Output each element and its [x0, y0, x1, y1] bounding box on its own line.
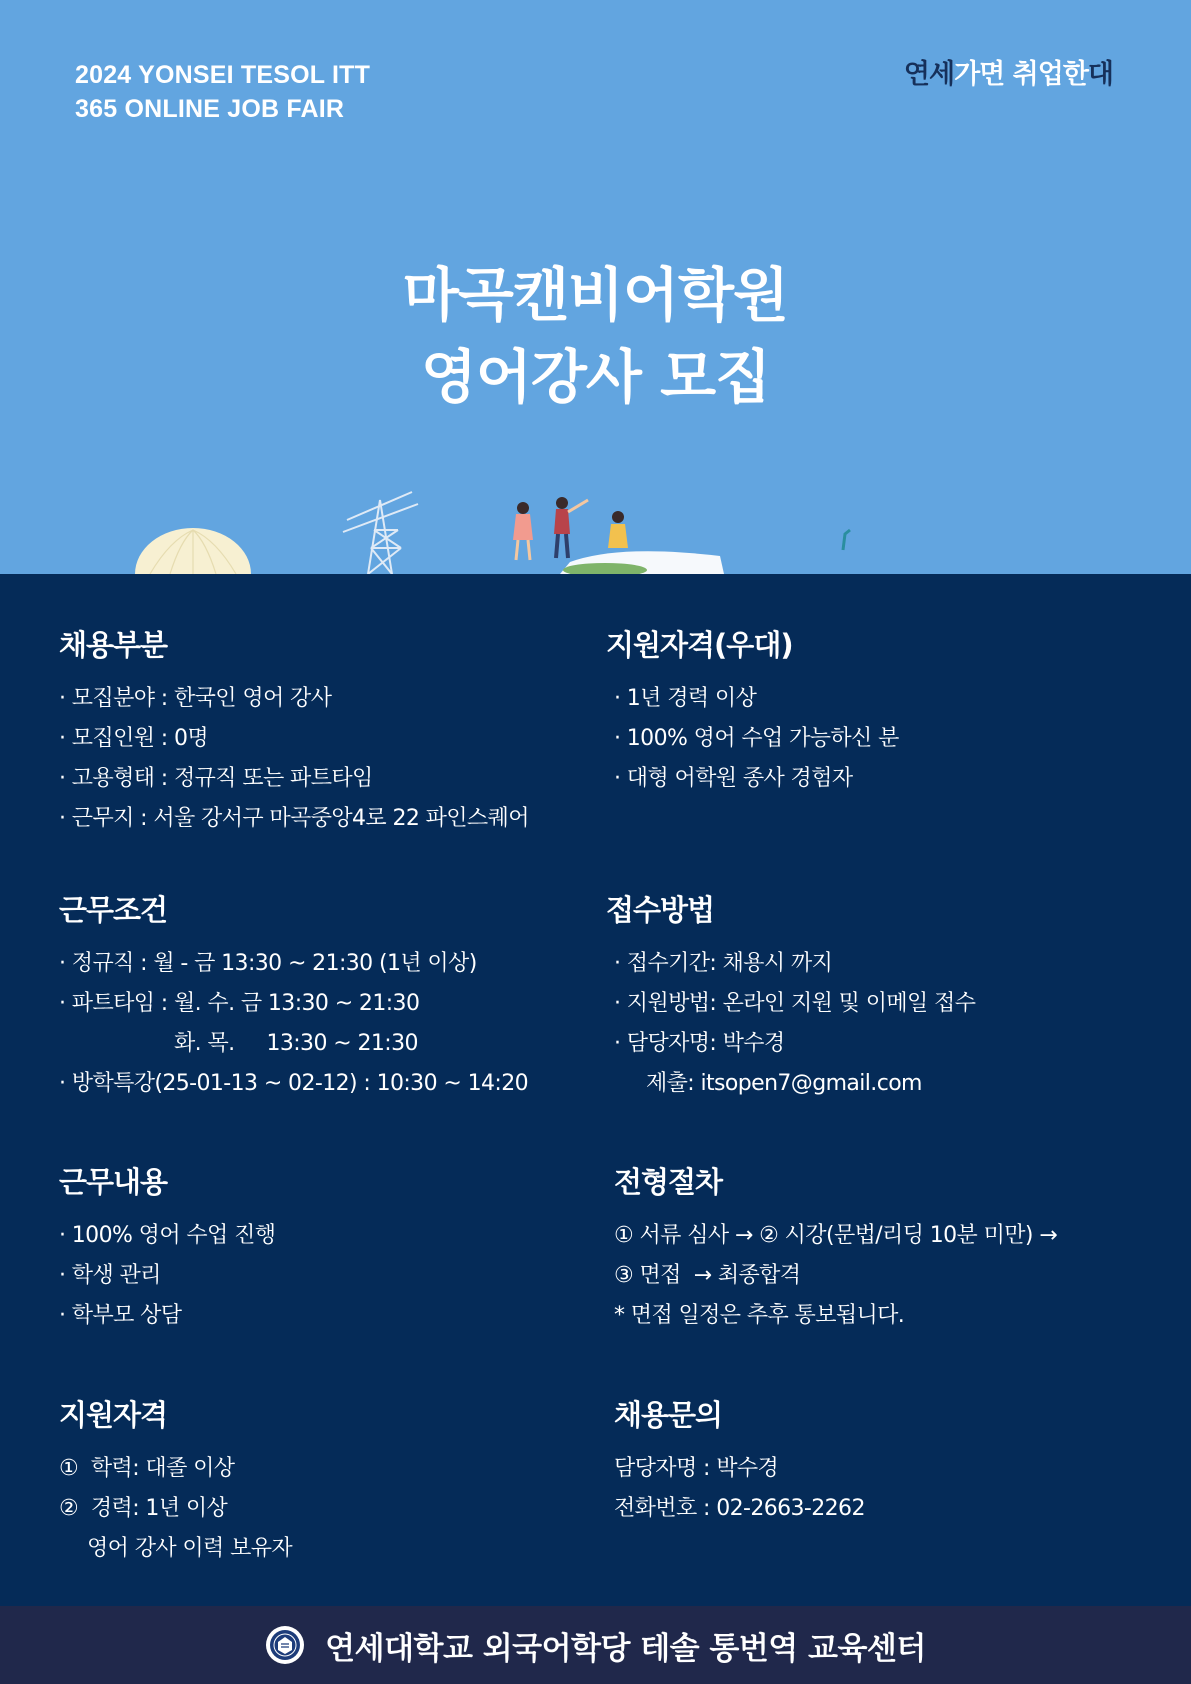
apply-email-line: 제출: itsopen7@gmail.com — [646, 1071, 922, 1096]
dome-illustration — [135, 528, 251, 574]
conditions-line: · 방학특강(25-01-13 ~ 02-12) : 10:30 ~ 14:20 — [59, 1071, 528, 1096]
recruit-line: · 모집인원 : 0명 — [59, 726, 209, 751]
contact-line: 담당자명 : 박수경 — [614, 1456, 779, 1481]
conditions-line: · 정규직 : 월 - 금 13:30 ~ 21:30 (1년 이상) — [59, 951, 477, 976]
recruit-line: · 고용형태 : 정규직 또는 파트타임 — [59, 766, 373, 791]
slogan-part-b: 가면 취업한 — [954, 59, 1088, 90]
footer-org-name: 연세대학교 외국어학당 테솔 통번역 교육센터 — [325, 1630, 926, 1667]
process-line: ① 서류 심사 → ② 시강(문법/리딩 10분 미만) → — [614, 1223, 1058, 1248]
page-title-line2: 영어강사 모집 — [420, 343, 771, 411]
section-recruit — [59, 625, 529, 839]
qualification-line: ① 학력: 대졸 이상 — [59, 1456, 235, 1481]
section-title-recruit: 채용부분 — [59, 628, 168, 662]
event-title-line1: 2024 YONSEI TESOL ITT — [75, 61, 371, 89]
section-title-conditions: 근무조건 — [59, 893, 168, 927]
tower-illustration — [343, 492, 418, 574]
section-process — [614, 1162, 1057, 1336]
process-line: ③ 면접 → 최종합격 — [614, 1263, 801, 1288]
duties-line: · 학생 관리 — [59, 1263, 161, 1288]
slogan — [904, 52, 1113, 91]
section-preferred — [606, 625, 899, 799]
page-title — [0, 254, 1191, 418]
preferred-line: · 100% 영어 수업 가능하신 분 — [614, 726, 899, 751]
apply-line: · 담당자명: 박수경 — [614, 1031, 785, 1056]
preferred-line: · 대형 어학원 종사 경험자 — [614, 766, 853, 791]
hero-banner — [0, 0, 1191, 574]
page-title-line1: 마곡캔비어학원 — [402, 261, 789, 329]
section-title-process: 전형절차 — [614, 1165, 723, 1199]
section-qualification — [59, 1395, 292, 1569]
people-illustration — [513, 497, 724, 574]
process-line: * 면접 일정은 추후 통보됩니다. — [614, 1303, 905, 1328]
recruit-line: · 모집분야 : 한국인 영어 강사 — [59, 686, 332, 711]
duties-line: · 100% 영어 수업 진행 — [59, 1223, 276, 1248]
qualification-line: 영어 강사 이력 보유자 — [87, 1536, 293, 1561]
section-apply — [606, 890, 975, 1104]
section-title-duties: 근무내용 — [59, 1165, 168, 1199]
section-title-preferred: 지원자격(우대) — [606, 628, 793, 662]
footer-bar — [0, 1606, 1191, 1684]
section-title-contact: 채용문의 — [614, 1398, 723, 1432]
section-contact — [614, 1395, 865, 1529]
yonsei-seal-icon — [265, 1625, 305, 1665]
hero-illustration — [0, 490, 1191, 574]
slogan-part-c: 대 — [1087, 59, 1113, 90]
conditions-line: · 파트타임 : 월. 수. 금 13:30 ~ 21:30 — [59, 991, 420, 1016]
qualification-line: ② 경력: 1년 이상 — [59, 1496, 228, 1521]
conditions-line: 화. 목. 13:30 ~ 21:30 — [174, 1031, 418, 1056]
duties-line: · 학부모 상담 — [59, 1303, 182, 1328]
section-conditions — [59, 890, 528, 1104]
section-duties — [59, 1162, 275, 1336]
apply-line: · 지원방법: 온라인 지원 및 이메일 접수 — [614, 991, 976, 1016]
preferred-line: · 1년 경력 이상 — [614, 686, 757, 711]
event-title-line2: 365 ONLINE JOB FAIR — [75, 95, 345, 123]
apply-line: · 접수기간: 채용시 까지 — [614, 951, 833, 976]
slogan-part-a: 연세 — [903, 59, 955, 90]
contact-line: 전화번호 : 02-2663-2262 — [614, 1496, 865, 1521]
event-title — [75, 58, 370, 126]
recruit-line: · 근무지 : 서울 강서구 마곡중앙4로 22 파인스퀘어 — [59, 806, 529, 831]
section-title-apply: 접수방법 — [606, 893, 715, 927]
section-title-qualification: 지원자격 — [59, 1398, 168, 1432]
